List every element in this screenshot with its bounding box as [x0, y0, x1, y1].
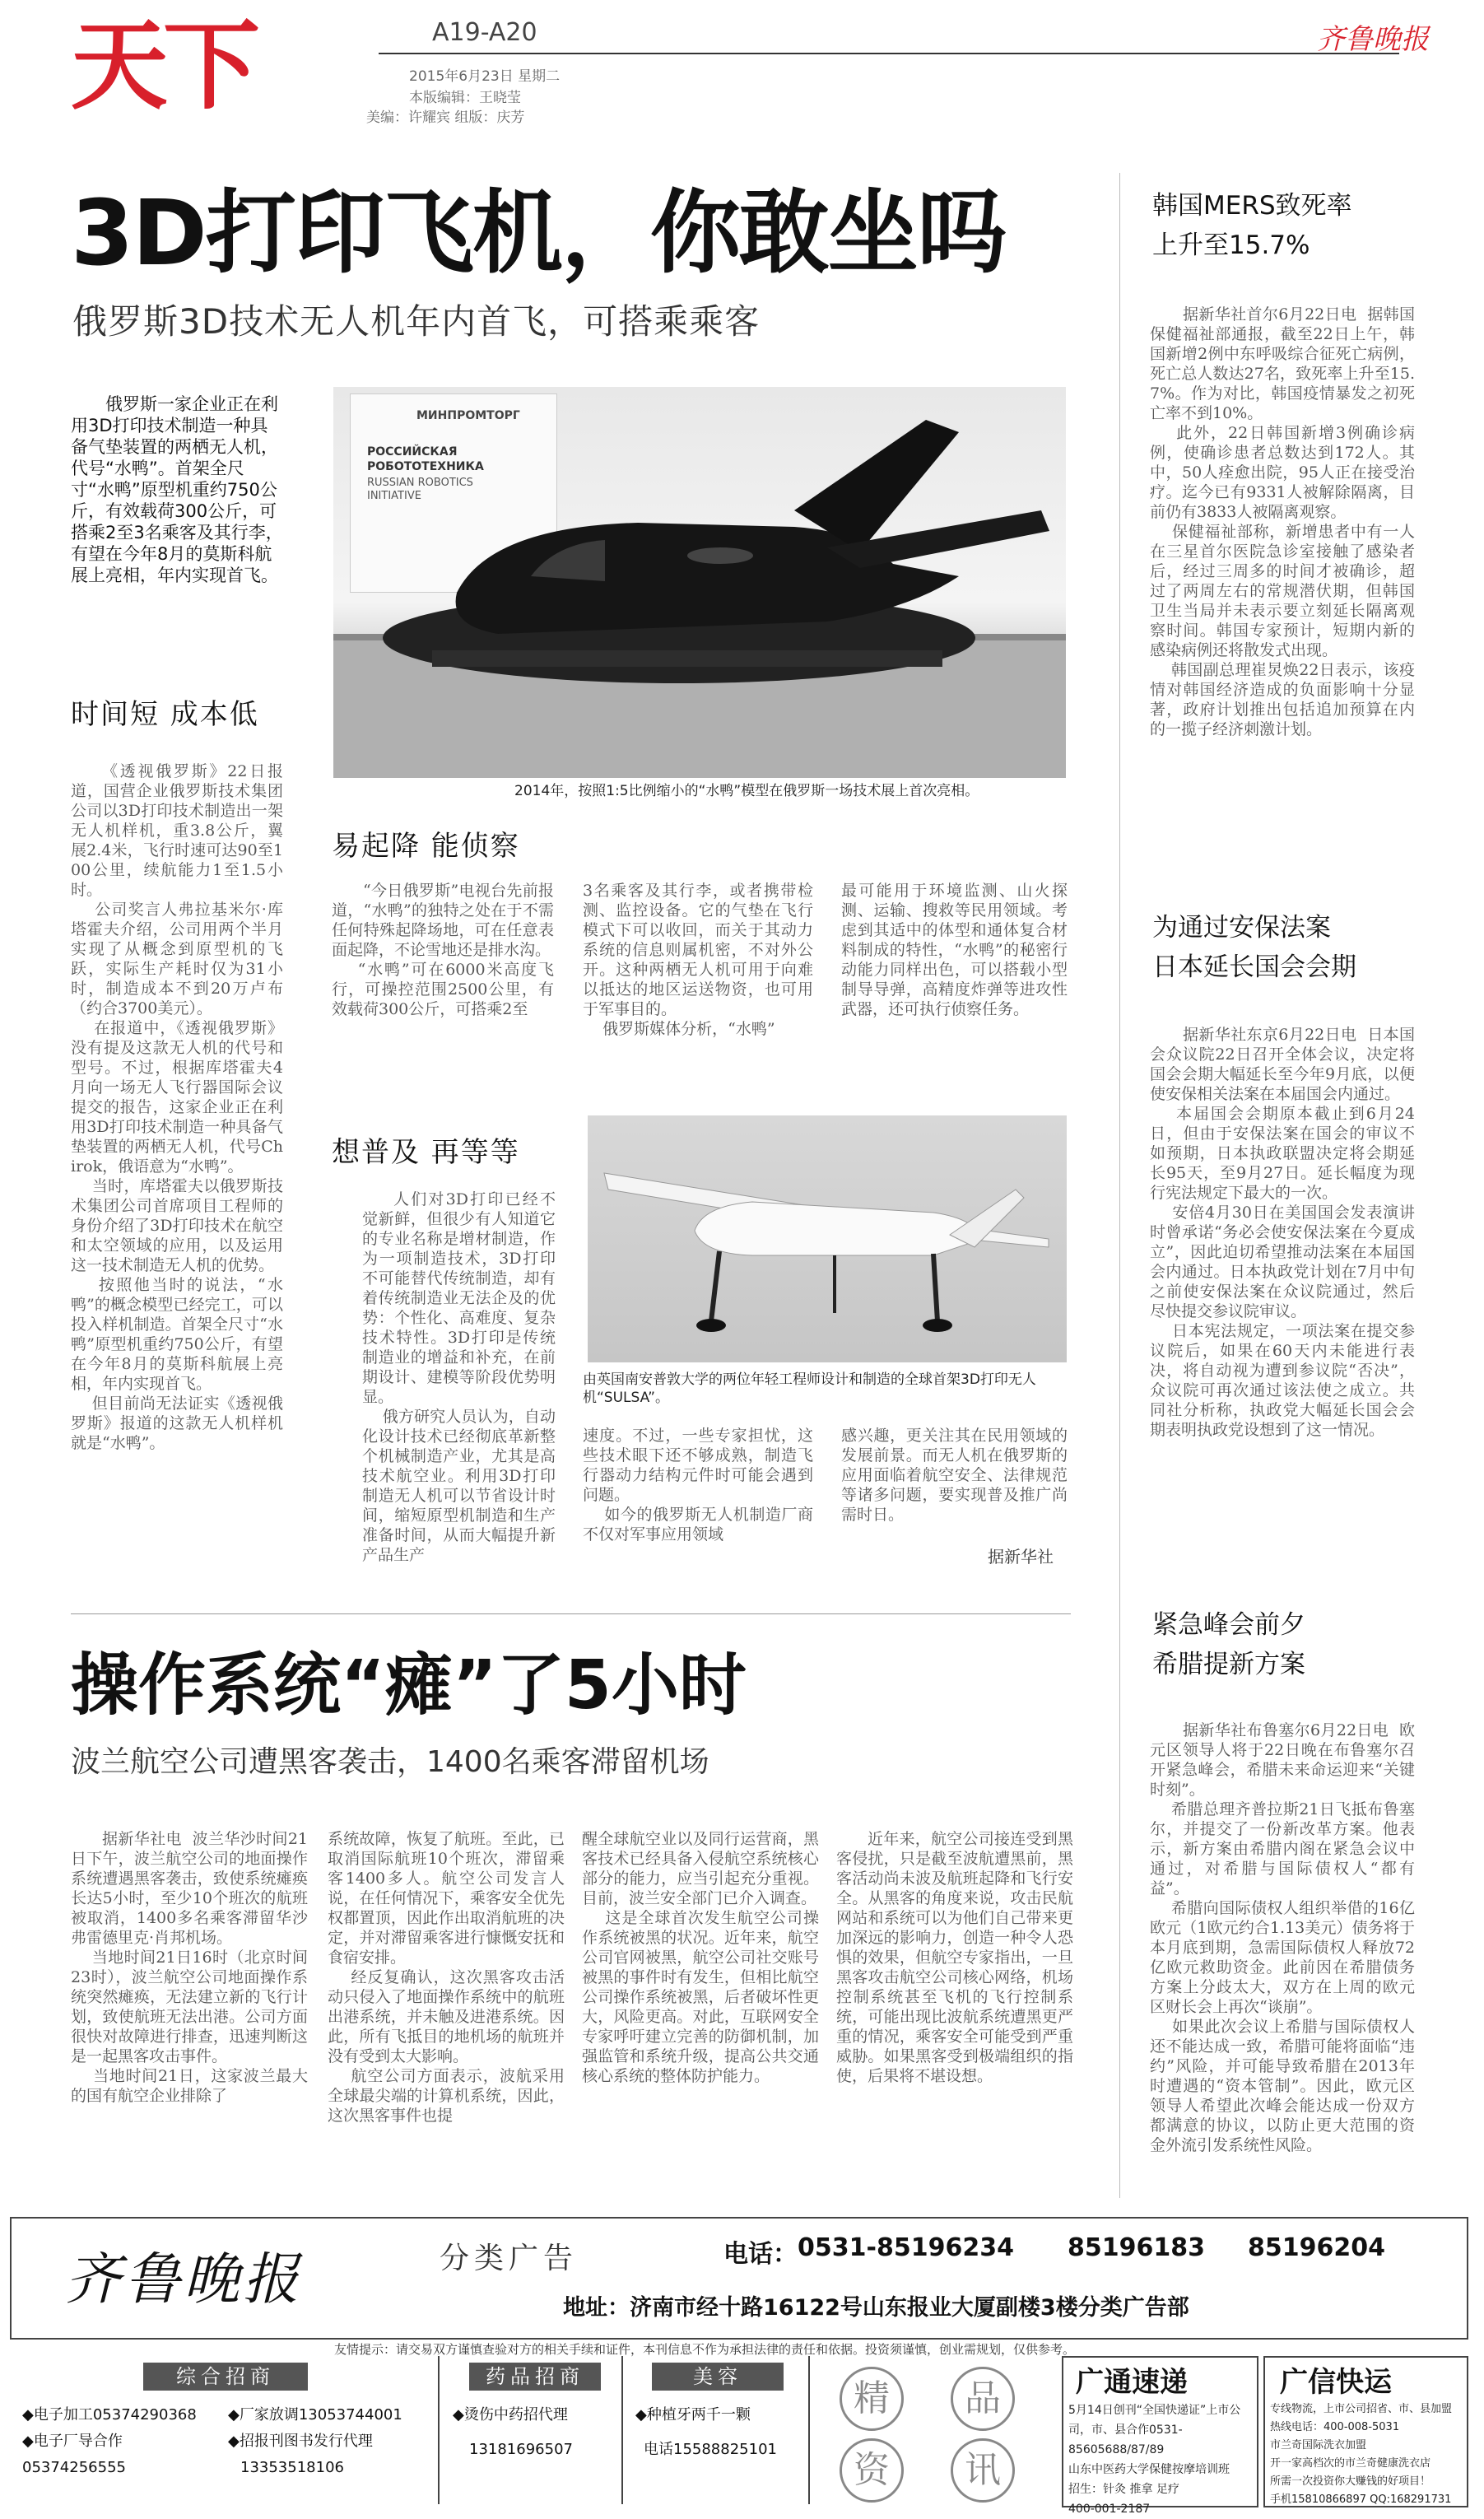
sign-line: INITIATIVE	[367, 490, 421, 502]
ad-label: 分类广告	[440, 2242, 579, 2275]
lead-paragraph: 俄罗斯一家企业正在利用3D打印技术制造一种具备气垫装置的两栖无人机，代号“水鸭”。首架全尺寸“水鸭”原型机重约750公斤，有效载荷300公斤，可搭乘2至3名乘客及其行李，有望在今年8月的莫斯科航展上亮相，年内实现首飞。	[71, 394, 283, 585]
seal-char: 精	[840, 2367, 904, 2431]
phone-number: 0531-85196234	[798, 2233, 1014, 2262]
ad-box-guangtong	[1062, 2356, 1258, 2516]
ad-box-text: 5月14日创刊“全国快递证”上市公司，市、县合作0531-85605688/87/89 山东中医药大学保健按摩培训班 招生：针灸 推拿 足疗 400-001-2187	[1068, 2404, 1241, 2516]
story-divider	[71, 1613, 1071, 1614]
seal-char: 资	[840, 2438, 904, 2503]
ad-box-text: 专线物流，上市公司招省、市、县加盟热线电话：400-008-5031 市兰奇国际洗衣加盟 开一家高档次的市兰奇健康洗衣店 所需一次投资你大赚钱的好项目！ 手机15810866897 QQ:168291731	[1270, 2403, 1453, 2506]
phone-number: 85196204	[1248, 2233, 1385, 2262]
ad-listing: 电话15588825101	[644, 2441, 777, 2458]
page-numbers: A19-A20	[432, 18, 537, 47]
second-headline: 操作系统“瘫”了5小时	[71, 1646, 747, 1725]
section-head-takeoff-recon: 易起降 能侦察	[332, 830, 520, 863]
ad-category-title: 美容	[652, 2363, 784, 2391]
ad-listing: ◆烫伤中药招代理	[453, 2406, 568, 2424]
second-column-1: 据新华社电 波兰华沙时间21日下午，波兰航空公司的地面操作系统遭遇黑客袭击，致使系统瘫痪长达5小时，至少10个班次的航班被取消，1400多名乘客滞留华沙弗雷德里克·肖邦机场。 当地时间21日16时（北京时间23时），波兰航空公司地面操作系统突然瘫痪，无法建立新的飞行计划，致使航班无法出港。公司方面很快对故障进行排查，迅速判断这是一起黑客攻击事件。 当地时间21日，这家波兰最大的国有航空企业排除了	[71, 1830, 308, 2105]
ad-category-column	[444, 2356, 623, 2504]
article-column-2b: 人们对3D打印已经不觉新鲜，但很少有人知道它的专业名称是增材制造，作为一项制造技术，3D打印不可能替代传统制造，却有着传统制造业无法企及的优势：个性化、高难度、复杂技术特性。3D打印是传统制造业的增益和补充，在前期设计、建模等阶段优势明显。 俄方研究人员认为，自动化设计技术已经彻底革新整个机械制造产业，尤其是高技术航空业。利用3D打印制造无人机可以节省设计时间，缩短原型机制造和生产准备时间，从而大幅提升新产品生产	[362, 1190, 556, 1564]
seal-char: 讯	[951, 2438, 1015, 2503]
ad-box-title: 广通速递	[1076, 2366, 1188, 2399]
sulsa-drone-illustration	[588, 1115, 1067, 1362]
sidebar-item-3-head: 紧急峰会前夕 希腊提新方案	[1152, 1610, 1305, 1679]
ad-listing: ◆种植牙两千一颗	[635, 2406, 751, 2424]
ad-category-title: 药品招商	[469, 2363, 601, 2391]
article-column-2: “今日俄罗斯”电视台先前报道，“水鸭”的独特之处在于不需任何特殊起降场地，可在任意表面起降，不论雪地还是排水沟。 “水鸭”可在6000米高度飞行，可操控范围2500公里，有效载荷300公斤，可搭乘2至	[332, 882, 554, 1018]
ad-panel	[10, 2217, 1468, 2340]
second-column-4: 近年来，航空公司接连受到黑客侵扰，只是截至波航遭黑前，黑客活动尚未波及航班起降和飞行安全。从黑客的角度来说，攻击民航网站和系统可以为他们自己带来更加深远的影响力，创造一种令人恐惧的效果，但航空专家指出，一旦黑客攻击航空公司核心网络，机场控制系统甚至飞机的飞行控制系统，可能出现比波航系统遭黑更严重的情况，乘客安全可能受到严重威胁。如果黑客受到极端组织的指使，后果将不堪设想。	[836, 1830, 1073, 2085]
ad-category-column	[627, 2356, 810, 2504]
ad-listing: ◆厂家放调13053744001	[228, 2406, 402, 2424]
ad-category-column	[10, 2356, 440, 2504]
sidebar-item-2-text: 据新华社东京6月22日电 日本国会众议院22日召开全体会议，决定将国会会期大幅延长至今年9月底，以便使安保相关法案在本届国会内通过。 本届国会会期原本截止到6月24日，但由于安保法案在国会的审议不如预期，日本执政联盟决定将会期延长95天，至9月27日。延长幅度为现行宪法规定下最大的一次。 安倍4月30日在美国国会发表演讲时曾承诺“务必会使安保法案在今夏成立”，因此迫切希望推动法案在本届国会内通过。日本执政党计划在7月中旬之前使安保法案在众议院通过，然后尽快提交参议院审议。 日本宪法规定，一项法案在提交参议院后，如果在60天内未能进行表决，将自动视为遭到参议院“否决”，众议院可再次通过该法使之成立。共同社分析称，执政党大幅延长国会会期表明执政党设想到了这一情况。	[1150, 1026, 1415, 1439]
article-column-3b: 速度。不过，一些专家担忧，这些技术眼下还不够成熟，制造飞行器动力结构元件时可能会遇到问题。 如今的俄罗斯无人机制造厂商不仅对军事应用领域	[583, 1427, 813, 1544]
phone-label: 电话：	[723, 2240, 798, 2269]
ad-listing: 05374256555	[22, 2459, 126, 2476]
main-subheadline: 俄罗斯3D技术无人机年内首飞，可搭乘乘客	[72, 301, 761, 342]
second-subheadline: 波兰航空公司遭黑客袭击，1400名乘客滞留机场	[71, 1745, 709, 1779]
ad-listing: 13181696507	[469, 2441, 573, 2458]
section-title: 天下	[71, 9, 256, 123]
ad-listing: ◆电子加工05374290368	[22, 2406, 197, 2424]
seal-char: 品	[951, 2367, 1015, 2431]
main-byline: 据新华社	[988, 1547, 1054, 1567]
ad-category-title: 综合招商	[143, 2363, 308, 2391]
sign-line: РОССИЙСКАЯ	[367, 445, 458, 459]
sidebar-item-1-text: 据新华社首尔6月22日电 据韩国保健福祉部通报，截至22日上午，韩国新增2例中东呼吸综合征死亡病例，死亡总人数达27名，致死率上升至15.7%。作为对比，韩国疫情暴发之初死亡率不到10%。 此外，22日韩国新增3例确诊病例，使确诊患者总数达到172人。其中，50人痊愈出院，95人正在接受治疗。迄今已有9331人被解除隔离，目前仍有3833人被隔离观察。 保健福祉部称，新增患者中有一人在三星首尔医院急诊室接触了感染者后，经过三周多的时间才被确诊，超过了两周左右的常规潜伏期，但韩国卫生当局并未表示要立刻延长隔离观察时间。韩国专家预计，短期内新的感染病例还将散发式出现。 韩国副总理崔炅焕22日表示，该疫情对韩国经济造成的负面影响十分显著，政府计划推出包括追加预算在内的一揽子经济刺激计划。	[1150, 305, 1415, 738]
sidebar-item-3-text: 据新华社布鲁塞尔6月22日电 欧元区领导人将于22日晚在布鲁塞尔召开紧急峰会，希腊未来命运迎来“关键时刻”。 希腊总理齐普拉斯21日飞抵布鲁塞尔，并提交了一份新改革方案。他表示，新方案由希腊内阁在紧急会议中通过，对希腊与国际债权人“都有益”。 希腊向国际债权人组织举借的16亿欧元（1欧元约合1.13美元）债务将于本月底到期，急需国际债权人释放72亿欧元救助资金。此前因在希腊债务方案上分歧太大，双方在上周的欧元区财长会上再次“谈崩”。 如果此次会议上希腊与国际债权人还不能达成一致，希腊可能将面临“违约”风险，并可能导致希腊在2013年时遭遇的“资本管制”。因此，欧元区领导人希望此次峰会能达成一份双方都满意的协议，以防止更大范围的资金外流引发系统性风险。	[1150, 1721, 1415, 2154]
seal-block	[823, 2363, 1045, 2503]
sulsa-drone-photo	[588, 1115, 1067, 1362]
second-column-3: 醒全球航空业以及同行运营商，黑客技术已经具备入侵航空系统核心部分的能力，应当引起充分重视。目前，波兰安全部门已介入调查。 这是全球首次发生航空公司操作系统被黑的状况。近年来，航空公司官网被黑，航空公司社交账号被黑的事件时有发生，但相比航空公司操作系统被黑，后者破坏性更大，风险更高。对此，互联网安全专家呼吁建立完善的防御机制，加强监管和系统升级，提高公共交通核心系统的整体防护能力。	[582, 1830, 819, 2085]
sidebar-item-2-head: 为通过安保法案 日本延长国会会期	[1152, 913, 1356, 982]
ad-logo: 齐鲁晚报	[65, 2247, 303, 2312]
sign-line: РОБОТОТЕХНИКА	[367, 460, 484, 473]
paper-logo: 齐鲁晚报	[1317, 23, 1429, 56]
sign-line: RUSSIAN ROBOTICS	[367, 477, 473, 489]
drone-model-photo	[333, 387, 1066, 778]
ad-box-title: 广信快运	[1280, 2366, 1392, 2399]
ad-box-guangxin	[1263, 2356, 1468, 2507]
design-credit: 美编：许耀宾 组版：庆芳	[366, 109, 525, 126]
section-head-time-cost: 时间短 成本低	[71, 698, 259, 731]
article-column-1: 《透视俄罗斯》22日报道，国营企业俄罗斯技术集团公司以3D打印技术制造出一架无人机样机，重3.8公斤，翼展2.4米，飞行时速可达90至100公里，续航能力1至1.5小时。 公司奖言人弗拉基米尔·库塔霍夫介绍，公司用两个半月实现了从概念到原型机的飞跃，实际生产耗时仅为31小时，制造成本不到20万卢布（约合3700美元）。 在报道中，《透视俄罗斯》没有提及这款无人机的代号和型号。不过，根据库塔霍夫4月向一场无人飞行器国际会议提交的报告，这家企业正在利用3D打印技术制造一种具备气垫装置的两栖无人机，代号Chirok，俄语意为“水鸭”。 当时，库塔霍夫以俄罗斯技术集团公司首席项目工程师的身份介绍了3D打印技术在航空和太空领域的应用，以及运用这一技术制造无人机的优势。 按照他当时的说法，“水鸭”的概念模型已经完工，可以投入样机制造。首架全尺寸“水鸭”原型机重约750公斤，有望在今年8月的莫斯科航展上亮相，年内实现首飞。 但目前尚无法证实《透视俄罗斯》报道的这款无人机样机就是“水鸭”。	[71, 762, 283, 1452]
phone-number: 85196183	[1068, 2233, 1205, 2262]
editor-credit: 本版编辑：王晓莹	[409, 90, 521, 106]
article-column-4: 最可能用于环境监测、山火探测、运输、搜救等民用领域。考虑到其适中的体型和通体复合材料制成的特性，“水鸭”的秘密行动能力同样出色，可以搭载小型制导导弹，高精度炸弹等进攻性武器，还可执行侦察任务。	[841, 882, 1068, 1018]
article-column-3: 3名乘客及其行李，或者携带检测、监控设备。它的气垫在飞行模式下可以收回，而关于其动力系统的信息则属机密，不对外公开。这种两栖无人机可用于向难以抵达的地区运送物资，也可用于军事目的。 俄罗斯媒体分析，“水鸭”	[583, 882, 813, 1038]
photo1-caption: 2014年，按照1:5比例缩小的“水鸭”模型在俄罗斯一场技术展上首次亮相。	[514, 783, 979, 799]
issue-date: 2015年6月23日 星期二	[409, 68, 561, 85]
ad-notice: 友情提示：请交易双方谨慎查验对方的相关手续和证件，本刊信息不作为承担法律的责任和依据。投资须谨慎，创业需规划，仅供参考。	[334, 2342, 1076, 2357]
sidebar-item-1-head: 韩国MERS致死率 上升至15.7%	[1152, 191, 1352, 260]
ad-listing: ◆电子厂导合作	[22, 2433, 123, 2450]
ad-listing: ◆招报刊图书发行代理	[228, 2433, 373, 2450]
masthead-rule	[379, 53, 1399, 54]
photo2-caption: 由英国南安普敦大学的两位年轻工程师设计和制造的全球首架3D打印无人机“SULSA”。	[583, 1371, 1036, 1406]
drone-model-illustration	[333, 387, 1066, 778]
sign-line: МИНПРОМТОРГ	[416, 409, 520, 422]
ad-listing: 13353518106	[240, 2459, 344, 2476]
second-column-2: 系统故障，恢复了航班。至此，已取消国际航班10个班次，滞留乘客1400多人。航空公司发言人说，在任何情况下，乘客安全优先权都置顶，因此作出取消航班的决定，并对滞留乘客进行慷慨安抚和食宿安排。 经反复确认，这次黑客攻击活动只侵入了地面操作系统中的航班出港系统，并未触及进港系统。因此，所有飞抵目的地机场的航班并没有受到太大影响。 航空公司方面表示，波航采用全球最尖端的计算机系统，因此，这次黑客事件也提	[328, 1830, 565, 2125]
section-head-popularize: 想普及 再等等	[332, 1136, 520, 1169]
sidebar-divider	[1119, 173, 1120, 2198]
main-headline: 3D打印飞机，你敢坐吗	[71, 180, 1006, 286]
ad-address: 地址：济南市经十路16122号山东报业大厦副楼3楼分类广告部	[563, 2295, 1189, 2321]
article-column-4b: 感兴趣，更关注其在民用领域的发展前景。而无人机在俄罗斯的应用面临着航空安全、法律规范等诸多问题，要实现普及推广尚需时日。	[841, 1427, 1068, 1524]
